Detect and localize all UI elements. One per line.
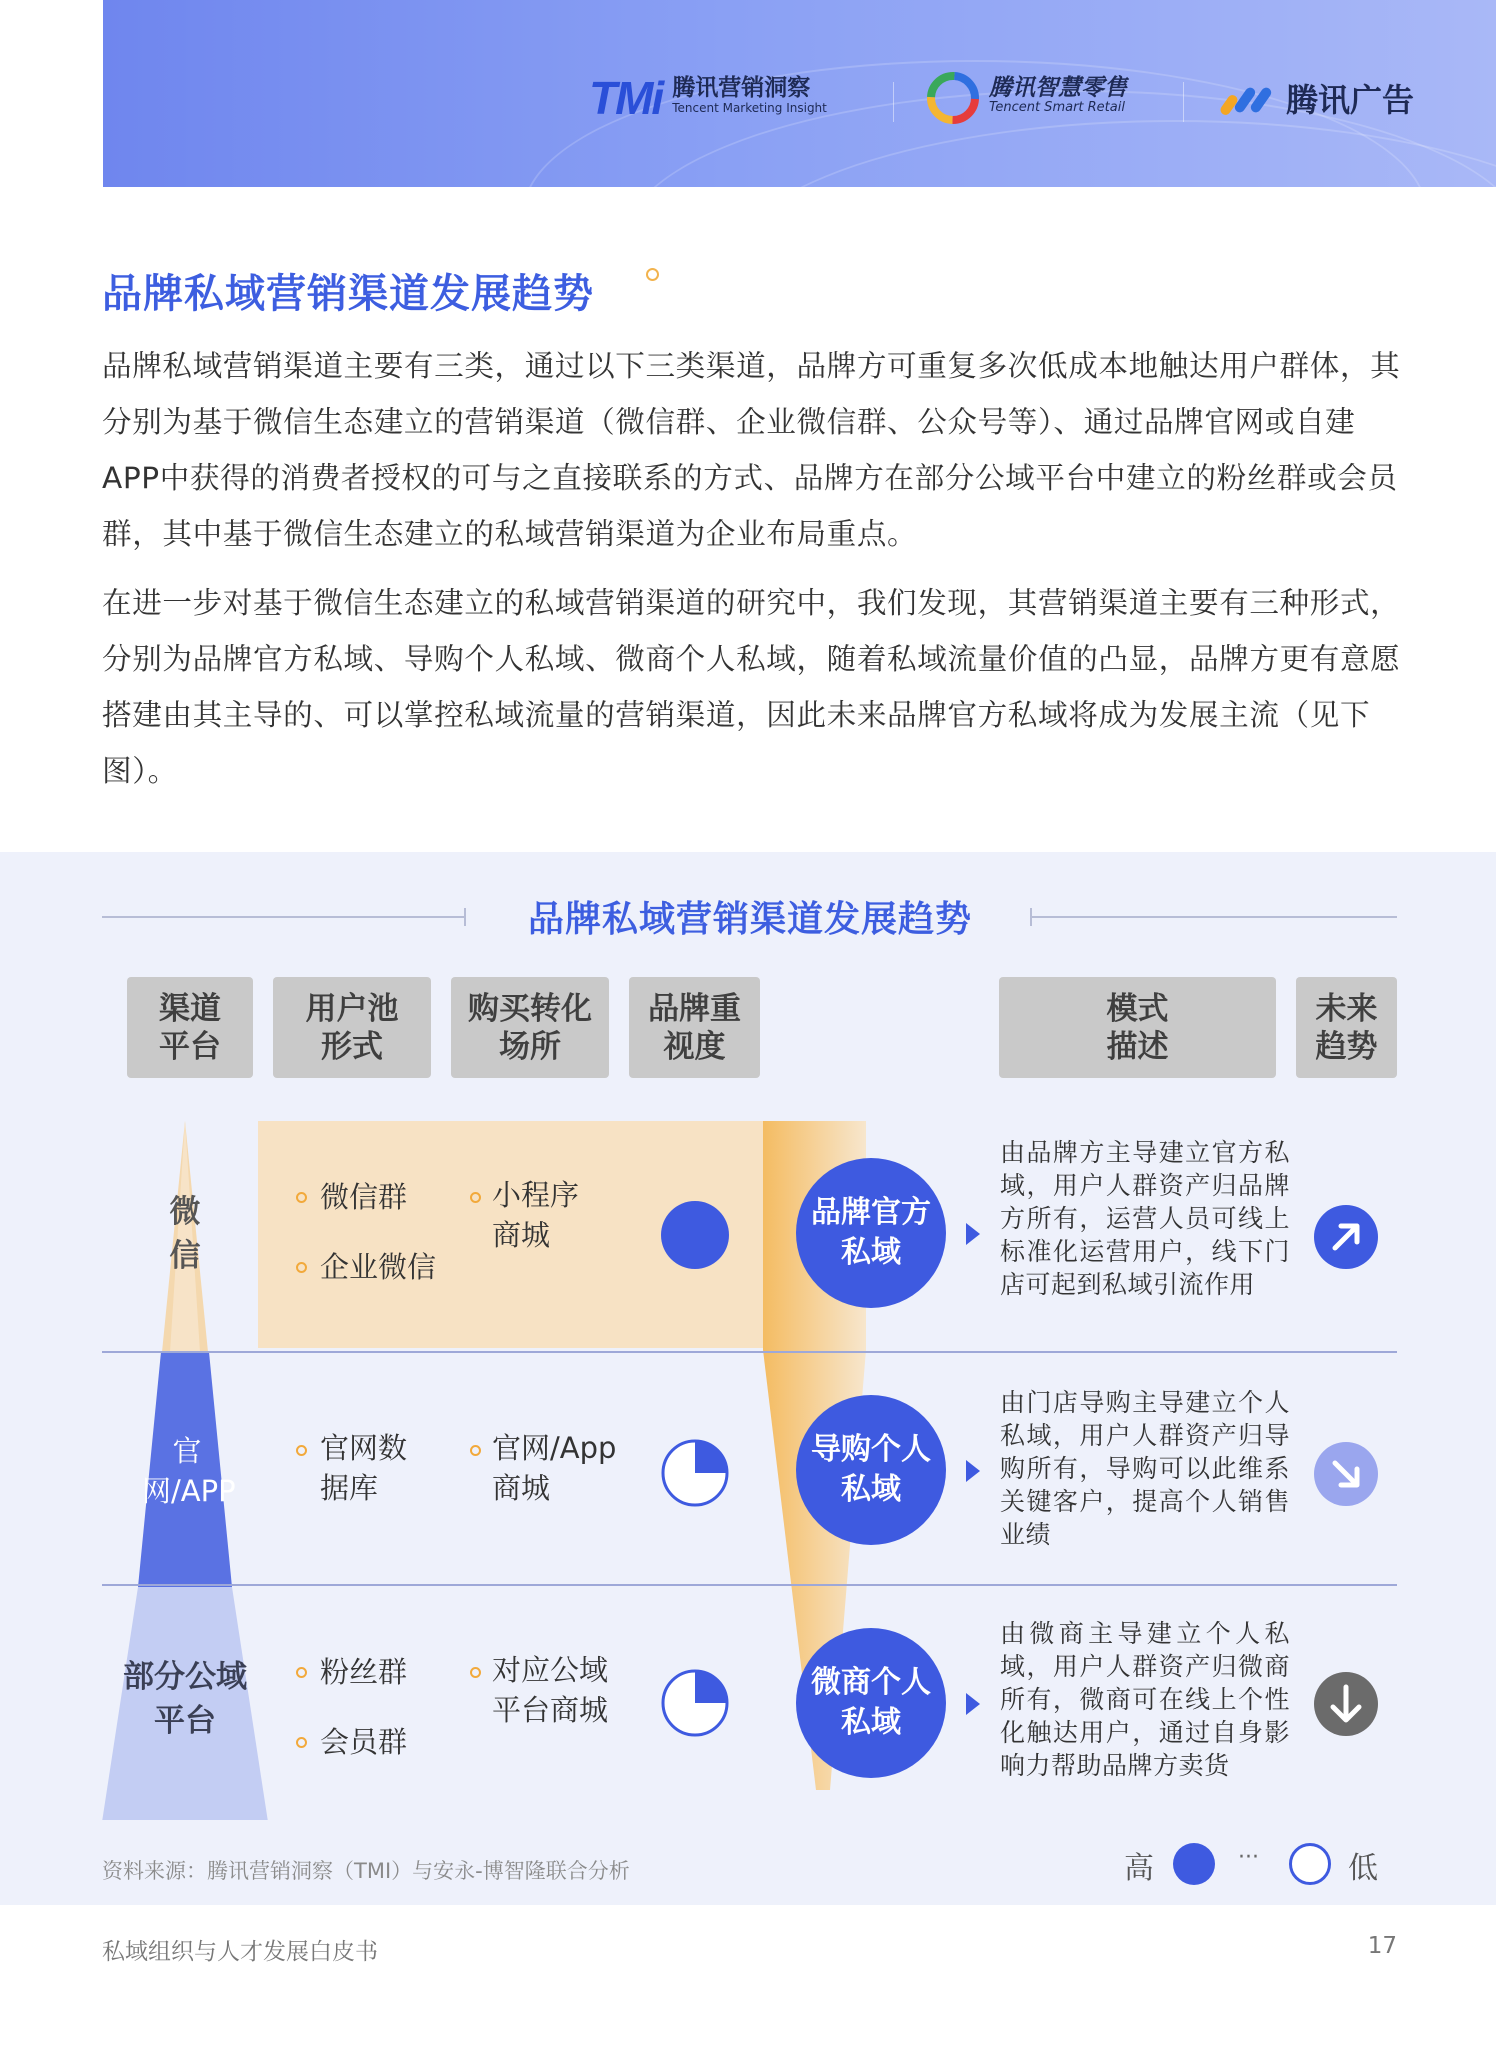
footer	[0, 1905, 1496, 2047]
col-header-venue	[451, 977, 609, 1078]
tencent-ads-icon	[1220, 78, 1280, 118]
legend-filled-circle-icon	[1172, 1842, 1216, 1886]
platform-label-website: 官网/APP	[142, 1434, 236, 1508]
mode-circle-wechat-business	[796, 1628, 946, 1778]
pool-item: 粉丝群	[320, 1655, 408, 1689]
tmi-logo	[589, 70, 827, 126]
col-header-importance	[629, 977, 760, 1078]
legend-empty-circle-icon	[1288, 1842, 1332, 1886]
bullet-dot	[296, 1192, 307, 1203]
col-header-trend-label: 未来趋势	[1315, 990, 1378, 1065]
tencent-ads-name: 腾讯广告	[1286, 81, 1415, 119]
header-banner	[103, 0, 1496, 187]
footer-page-number: 17	[1367, 1933, 1397, 1959]
bullet-dot	[296, 1737, 307, 1748]
smart-retail-name: 腾讯智慧零售	[989, 75, 1127, 101]
pool-item: 官网数据库	[320, 1431, 408, 1505]
col-header-venue-label: 购买转化场所	[468, 990, 592, 1065]
platform-label-public: 部分公域平台	[123, 1659, 247, 1739]
importance-indicator-full	[660, 1200, 730, 1270]
mode-circle-guide	[796, 1395, 946, 1545]
pointer-arrow-icon	[966, 1223, 980, 1245]
footer-doc-title: 私域组织与人才发展白皮书	[102, 1939, 378, 1965]
title-dot	[646, 268, 659, 281]
mode-description: 由品牌方主导建立官方私域，用户人群资产归品牌方所有，运营人员可线上标准化运营用户，线下门店可起到私域引流作用	[1000, 1138, 1290, 1299]
tmi-sub: Tencent Marketing Insight	[672, 101, 827, 115]
arrow-down-icon	[1313, 1671, 1379, 1737]
bullet-dot	[296, 1262, 307, 1273]
pool-item: 微信群	[320, 1180, 408, 1214]
col-header-platform	[127, 977, 253, 1078]
figure-title-tick-left	[464, 908, 466, 926]
mode-title: 微商个人私域	[811, 1665, 931, 1740]
paragraph-2: 在进一步对基于微信生态建立的私域营销渠道的研究中，我们发现，其营销渠道主要有三种形式，分别为品牌官方私域、导购个人私域、微商个人私域，随着私域流量价值的凸显，品牌方更有意愿搭建由其主导的、可以掌控私域流量的营销渠道，因此未来品牌官方私域将成为发展主流（见下图）。	[102, 586, 1401, 788]
mode-description: 由微商主导建立个人私域，用户人群资产归微商所有，微商可在线上个性化触达用户，通过自身影响力帮助品牌方卖货	[1000, 1619, 1290, 1780]
importance-quarter-icon	[660, 1668, 730, 1738]
figure-source: 资料来源：腾讯营销洞察（TMI）与安永-博智隆联合分析	[102, 1859, 630, 1883]
row-divider	[102, 1351, 1397, 1353]
paragraph-1: 品牌私域营销渠道主要有三类，通过以下三类渠道，品牌方可重复多次低成本地触达用户群体，其分别为基于微信生态建立的营销渠道（微信群、企业微信群、公众号等）、通过品牌官网或自建APP中获得的消费者授权的可与之直接联系的方式、品牌方在部分公域平台中建立的粉丝群或会员群，其中基于微信生态建立的私域营销渠道为企业布局重点。	[102, 349, 1401, 551]
figure-title-line-left	[102, 916, 464, 918]
pointer-arrow-icon	[966, 1460, 980, 1482]
col-header-pool	[273, 977, 431, 1078]
importance-indicator-quarter	[660, 1438, 730, 1508]
page-title: 品牌私域营销渠道发展趋势	[102, 271, 594, 317]
importance-indicator-quarter	[660, 1668, 730, 1738]
trend-down-icon	[1313, 1671, 1379, 1737]
col-header-platform-label: 渠道平台	[159, 990, 221, 1065]
trend-down-right-icon	[1313, 1441, 1379, 1507]
mode-description: 由门店导购主导建立个人私域，用户人群资产归导购所有，导购可以此维系关键客户，提高个人销售业绩	[1000, 1388, 1290, 1549]
mode-title: 品牌官方私域	[811, 1195, 931, 1270]
smart-retail-logo	[925, 70, 1127, 126]
col-header-mode	[999, 977, 1276, 1078]
figure-title: 品牌私域营销渠道发展趋势	[527, 899, 972, 940]
venue-item: 小程序商城	[492, 1178, 580, 1252]
smart-retail-sub: Tencent Smart Retail	[989, 100, 1125, 115]
legend-low-dot	[1288, 1842, 1332, 1886]
bullet-dot	[296, 1667, 307, 1678]
bullet-dot	[470, 1192, 481, 1203]
bullet-dot	[470, 1667, 481, 1678]
row-divider	[102, 1584, 1397, 1586]
importance-quarter-icon	[660, 1438, 730, 1508]
logo-separator	[1183, 82, 1184, 122]
arrow-down-right-icon	[1313, 1441, 1379, 1507]
venue-item: 官网/App商城	[492, 1431, 617, 1505]
mode-title: 导购个人私域	[811, 1432, 931, 1507]
smart-retail-icon	[925, 70, 981, 126]
legend-high-dot	[1172, 1842, 1216, 1886]
legend-high-label: 高	[1124, 1851, 1154, 1886]
arrow-up-right-icon	[1313, 1204, 1379, 1270]
col-header-mode-label: 模式描述	[1106, 990, 1169, 1065]
platform-label-wechat: 微信	[169, 1194, 201, 1274]
tmi-mark: TMi	[589, 72, 663, 124]
venue-item: 对应公域平台商城	[492, 1653, 609, 1727]
col-header-importance-label: 品牌重视度	[648, 990, 741, 1065]
logo-separator	[893, 82, 894, 122]
legend-ellipsis: ···	[1238, 1845, 1259, 1870]
pointer-arrow-icon	[966, 1693, 980, 1715]
bullet-dot	[470, 1445, 481, 1456]
pool-item: 会员群	[320, 1725, 408, 1759]
legend-low-label: 低	[1348, 1851, 1378, 1886]
tmi-name: 腾讯营销洞察	[672, 75, 811, 101]
importance-full-icon	[660, 1200, 730, 1270]
mode-circle-brand	[796, 1158, 946, 1308]
trend-up-right-icon	[1313, 1204, 1379, 1270]
figure-title-line-right	[1032, 916, 1397, 918]
bullet-dot	[296, 1445, 307, 1456]
tencent-ads-logo	[1220, 70, 1414, 126]
pool-item: 企业微信	[320, 1250, 437, 1284]
col-header-trend	[1296, 977, 1397, 1078]
col-header-pool-label: 用户池形式	[305, 990, 399, 1065]
